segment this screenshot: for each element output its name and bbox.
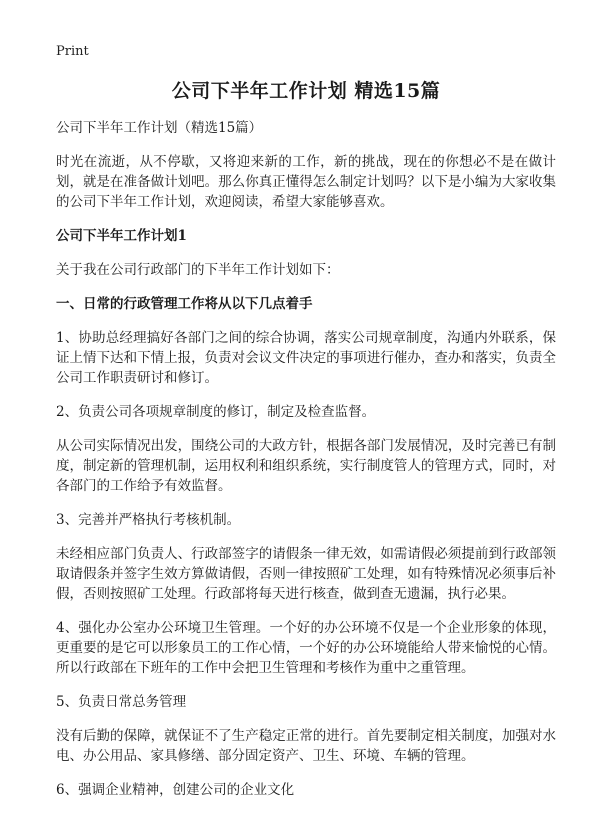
intro-paragraph: 时光在流逝，从不停歇，又将迎来新的工作，新的挑战，现在的你想必不是在做计划，就是在准备做计划吧。那么你真正懂得怎么制定计划吗？以下是小编为大家收集的公司下半年工作计划，欢迎阅读，希望大家能够喜欢。 [56,154,556,210]
document-subtitle: 公司下半年工作计划（精选15篇） [56,120,263,136]
item-1-paragraph: 1、协助总经理搞好各部门之间的综合协调，落实公司规章制度，沟通内外联系，保证上情下达和下情上报，负责对会议文件决定的事项进行催办，查办和落实，负责全公司工作职责研讨和修订。 [56,330,556,386]
section-1-title: 公司下半年工作计划1 [56,228,187,244]
item-2-heading: 2、负责公司各项规章制度的修订，制定及检查监督。 [56,404,376,420]
item-3-body: 未经相应部门负责人、行政部签字的请假条一律无效，如需请假必须提前到行政部领取请假条并签字生效方算做请假，否则一律按照矿工处理，如有特殊情况必须事后补假，否则按照矿工处理。行政部将每天进行核查，做到查无遗漏，执行必果。 [56,546,556,602]
item-4-paragraph: 4、强化办公室办公环境卫生管理。一个好的办公环境不仅是一个企业形象的体现，更重要的是它可以形象员工的工作心情，一个好的办公环境能给人带来愉悦的心情。所以行政部在下班年的工作中会把卫生管理和考核作为重中之重管理。 [56,620,556,676]
print-label[interactable]: Print [56,44,89,59]
item-3-heading: 3、完善并严格执行考核机制。 [56,512,241,528]
part-1-heading: 一、日常的行政管理工作将从以下几点着手 [56,296,313,312]
document-page [56,44,556,814]
section-1-lead: 关于我在公司行政部门的下半年工作计划如下： [56,262,340,278]
item-2-body: 从公司实际情况出发，围绕公司的大政方针，根据各部门发展情况，及时完善已有制度，制定新的管理机制，运用权利和组织系统，实行制度管人的管理方式，同时，对各部门的工作给予有效监督。 [56,438,556,494]
item-5-body: 没有后勤的保障，就保证不了生产稳定正常的进行。首先要制定相关制度，加强对水电、办公用品、家具修缮、部分固定资产、卫生、环境、车辆的管理。 [56,728,556,764]
item-6-heading: 6、强调企业精神，创建公司的企业文化 [56,782,295,798]
document-title: 公司下半年工作计划 精选15篇 [171,80,441,102]
item-5-heading: 5、负责日常总务管理 [56,694,187,710]
